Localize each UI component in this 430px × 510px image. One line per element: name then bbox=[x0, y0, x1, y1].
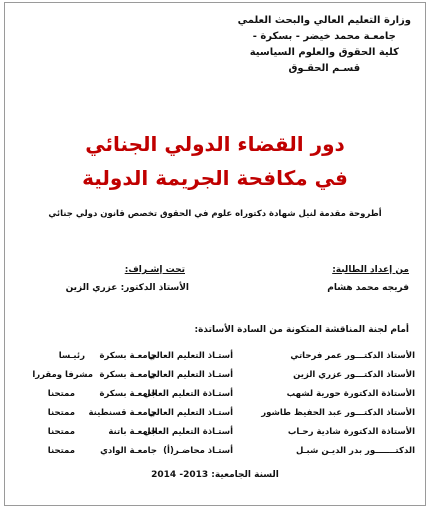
thesis-title-line-2: في مكافحة الجريمة الدولية bbox=[82, 166, 348, 190]
member-role: رئيـسا bbox=[58, 351, 85, 361]
member-name: الأستاذة الدكتورة شادية رحـاب bbox=[287, 427, 415, 437]
member-name: الأستاذ الدكتـــور عزري الزين bbox=[293, 370, 415, 380]
member-rank: أستـاذ محاضـر(أ) bbox=[163, 446, 233, 456]
supervisor-label: تحت إشـراف: bbox=[124, 265, 185, 275]
member-university: جامعـة الوادي bbox=[100, 446, 157, 456]
student-label: من إعداد الطالبة: bbox=[332, 265, 409, 275]
supervisor-name: الأستاذ الدكتور: عزري الزين bbox=[65, 283, 189, 293]
member-university: جامعـة بسكرة bbox=[99, 351, 157, 361]
committee-title: أمام لجنة المناقشة المتكونة من السادة الأساتذة: bbox=[194, 325, 409, 335]
member-role: مشرفا ومقررا bbox=[32, 370, 93, 380]
member-role: ممتحنا bbox=[47, 446, 75, 456]
thesis-subtitle: أطروحة مقدمة لنيل شهادة دكتوراه علوم في الحقوق تخصص قانون دولي جنائي bbox=[48, 209, 382, 219]
member-university: جامعـة بسكرة bbox=[99, 370, 157, 380]
member-name: الدكتـــــــور بدر الديـن شبـل bbox=[296, 446, 415, 456]
academic-year: السنة الجامعية: 2013- 2014 bbox=[151, 470, 279, 480]
committee-member-row bbox=[15, 446, 415, 462]
member-role: ممتحنا bbox=[47, 389, 75, 399]
member-role: ممتحنا bbox=[47, 427, 75, 437]
institution-header bbox=[238, 13, 411, 77]
committee-member-row bbox=[15, 351, 415, 367]
member-university: جامعـة قسنطينة bbox=[88, 408, 157, 418]
member-rank: أستـاذ التعليم العالي bbox=[148, 370, 233, 380]
member-rank: أستـاذ التعليم العالي bbox=[148, 408, 233, 418]
committee-member-row bbox=[15, 408, 415, 424]
ministry-name: وزارة التعليم العالي والبحث العلمي bbox=[237, 15, 411, 26]
committee-member-row bbox=[15, 370, 415, 386]
committee-member-row bbox=[15, 389, 415, 405]
member-name: الأستاذ الدكتـــور عبد الحفيظ طاشور bbox=[261, 408, 415, 418]
thesis-title-line-1: دور القضاء الدولي الجنائي bbox=[85, 132, 345, 156]
member-rank: أستـاذة التعليم العالي bbox=[142, 427, 233, 437]
committee-member-row bbox=[15, 427, 415, 443]
member-university: جامعـة باتنة bbox=[108, 427, 157, 437]
member-role: ممتحنا bbox=[47, 408, 75, 418]
university-name: جامعـة محمد خيضر - بسكرة - bbox=[252, 31, 396, 42]
thesis-cover-page bbox=[4, 2, 426, 506]
member-university: جامعـة بسكرة bbox=[99, 389, 157, 399]
member-rank: أستـاذ التعليم العالي bbox=[148, 351, 233, 361]
member-name: الأستاذة الدكتورة حورية لشهب bbox=[286, 389, 415, 399]
member-name: الأستاذ الدكتـــور عمر فرحاتي bbox=[290, 351, 415, 361]
faculty-name: كلية الحقوق والعلوم السياسية bbox=[249, 47, 399, 58]
member-rank: أستـاذة التعليم العالي bbox=[142, 389, 233, 399]
student-name: فريجه محمد هشام bbox=[327, 283, 409, 293]
department-name: قسـم الحقـوق bbox=[288, 63, 361, 74]
